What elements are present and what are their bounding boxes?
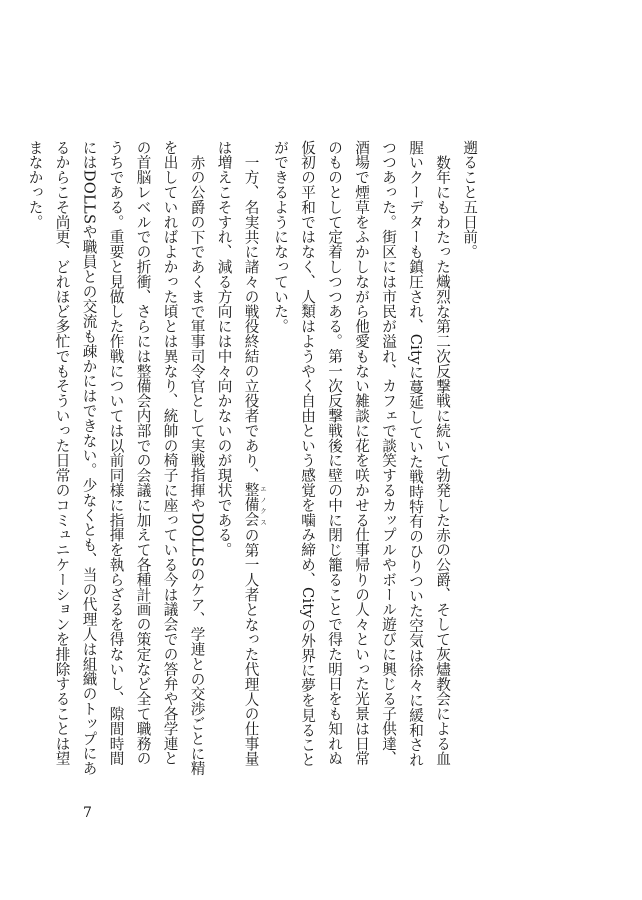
paragraph-2-start: 一方、名実共に諸々の戦役終結の立役者であり、 [242, 154, 260, 483]
page-number: 7 [83, 805, 92, 821]
ruby-reading: エノクス [259, 482, 267, 528]
vertical-text-body [26, 140, 510, 780]
paragraph-2-rest: の第一人者となった代理人の仕事量は増えこそすれ、減る方向には中々向かないのが現状である。 [215, 140, 260, 766]
opening-line: 遡ること五日前。 [461, 140, 478, 260]
ruby-base: 整備会 [242, 482, 260, 528]
paragraph-2 [211, 140, 268, 780]
paragraph-1: 数年にもわたった熾烈な第二次反撃戦に続いて勃発した赤の公爵、そして灰燼教会による血腥いクーデターも鎮圧され、Cityに蔓延していた戦時特有のひりついた空気は徐々に緩和されつつあった。街区には市民が溢れ、カフェで談笑するカップルやボール遊びに興じる子供達、酒場で煙草をふかしながら他愛もない雑談に花を咲かせる仕事帰りの人々といった光景は日常のものとして定着しつつある。第一次反撃戦後に壁の中に閉じ籠ることで得た明日をも知れぬ仮初の平和ではなく、人類はようやく自由という感覚を噛み締め、Cityの外界に夢を見ることができるようになっていた。 [272, 140, 451, 768]
ruby-enoxe [242, 482, 267, 528]
paragraph-3: 赤の公爵の下であくまで軍事司令官として実戦指揮やDOLLSのケア、学連との交渉ごとに精を出していればよかった頃とは異なり、統帥の椅子に座っている今は議会での答弁や各学連との首脳レベルでの折衝、さらには整備会内部での会議に加えて各種計画の策定など全て職務のうちである。重要と見做した作戦については以前同様に指揮を執らざるを得ないし、隙間時間にはDOLLSや職員との交流も疎かにはできない。少なくとも、当の代理人は組織のトップにあるからこそ尚更、どれほど多忙でもそういった日常のコミュニケーションを排除することは望まなかった。 [26, 140, 206, 776]
